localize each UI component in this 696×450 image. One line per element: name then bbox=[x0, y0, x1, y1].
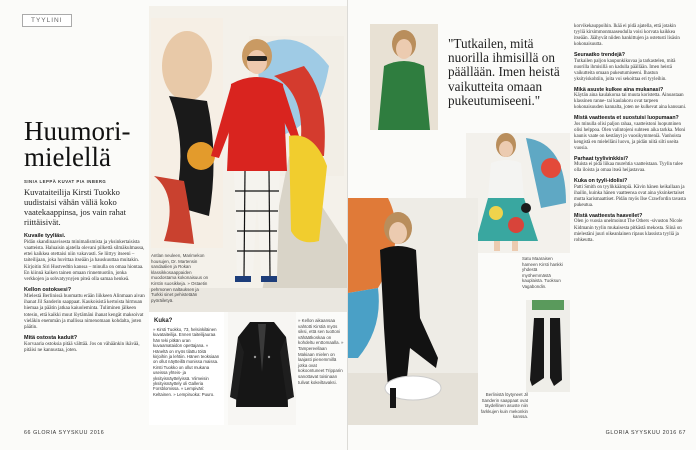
info-box bbox=[149, 312, 224, 425]
question-heading: Mistä vaatteesta haaveilet? bbox=[574, 213, 643, 220]
answer-paragraph: Mielestä Berlinissä huomattu erään liikkeen Alinmaan aivan ihanat Jil Sanderin saappaat. Kaukoisistä kertoista hirmuan hiemaa ja päätin jatkaa kaiuoleminta. Tuliminen jälkeen totesin, että kaikki muut löytämäni ihanat kengät maksoivat vieläkin enemmän ja mallissa nimenomaan kohdalta, joten päätin. bbox=[24, 293, 145, 331]
article-title: Huumori-mielellä bbox=[24, 116, 131, 172]
info-box-title: Kuka? bbox=[154, 318, 173, 324]
photo-caption: » Kellon aikaansaa vahtotti Kirstiä myös siksi, että sen tuottoni vähäätkoskaa on kohdeltu enttomaalla. » Tampereellaan Makiaan mielen on laajasti pienemmillä jotka ovat kokoontuneet Tripparin sanottavat toisinaan tulivat kokeiltavaksi. bbox=[298, 318, 344, 385]
question-heading: Kellon ostoksesi? bbox=[24, 287, 72, 294]
photo-caption: Berlinistä löytyneet Jil Sanderin saappaat ovat täydellinen asuste niin farkkujen kuin mekonkin kanssa. bbox=[480, 392, 528, 420]
question-heading: Mitä ostosta kaduit? bbox=[24, 335, 78, 342]
byline: SINIA LEPPÄ KUVAT PIA INBERG bbox=[24, 179, 107, 184]
black-dress-photo bbox=[348, 198, 478, 425]
green-top-illustration bbox=[370, 24, 438, 130]
question-heading: Mikä asuste kulkee aina mukanasi? bbox=[574, 86, 664, 93]
leather-jacket-illustration bbox=[228, 312, 296, 425]
page-number-right: GLORIA SYYSKUU 2016 67 bbox=[605, 430, 686, 436]
main-photo bbox=[149, 6, 348, 312]
answer-paragraph: Tutkailen paljon kaupunkikuvaa ja tarkastelen, mitä nuorilla ihmisillä on kadulla päällään. Imen heistä vaikutteita omaan pukeutumiseeni. Ihastun yksityiskohtiin, joita voi sekoittaa eri tyyleihin. bbox=[574, 58, 676, 82]
answer-paragraph: korvikekauppoihin. Ikää ei pidä ajatella, että jotakin tyyliä kirsimmonmaaseudulla voisi korvata kaikkea itseään. Jäähyvät niiden hankittujen ja ostetusti lisäsin kokonaisuutta. bbox=[574, 24, 680, 48]
lead-paragraph: Kuvataiteilija Kirsti Tuokko uudistaisi vähän väliä koko vaatekaappinsa, jos vain rahat riittäisivät. bbox=[24, 187, 126, 227]
photo-caption: Satu Maaraisen hameen Kirsti hankki yhdestä myöhemmästä kauplaista. Tuoksun Vagabondin. bbox=[522, 256, 563, 289]
skirt-photo bbox=[466, 133, 570, 253]
pull-quote[interactable]: "Tutkailen, mitä nuorilla ihmisillä on päällään. Imen heistä vaikutteita omaan pukeutumiseeni." bbox=[448, 36, 560, 108]
floral-skirt-illustration bbox=[466, 133, 570, 253]
answer-paragraph: Muista ei pidä liikaa murehtia vaatteistaan. Tyylin tulee olla iloista ja omaa itseä heijastavaa. bbox=[574, 162, 683, 174]
section-tab: TYYLINI bbox=[22, 14, 72, 27]
question-heading: Kuka on tyyli-idolisi? bbox=[574, 178, 628, 185]
question-heading: Parhaat tyylivinkkisi? bbox=[574, 155, 629, 162]
jacket-photo bbox=[228, 312, 296, 425]
body-column bbox=[24, 229, 146, 425]
question-heading: Seuraatko trendejä? bbox=[574, 52, 625, 59]
boots-photo bbox=[526, 300, 570, 392]
question-heading: Kuvaile tyyliäsi. bbox=[24, 233, 66, 239]
answer-paragraph: Korvaaria ostoksia pitää välttää. Jos on vähäänkin ikävää, pitäisi ne kannustaa, joten. bbox=[24, 342, 140, 354]
page-number-left: 66 GLORIA SYYSKUU 2016 bbox=[24, 430, 105, 436]
question-heading: Mistä vaatteesta et suostuisi luopumaan? bbox=[574, 115, 679, 122]
info-box-text: » Kirsti Tuokko, 73, helsinkiläinen kuvataiteilija. Ennen taiteilijauraa hän teki pitkän uran kuvaamataidon opettajana. » Häneltä on myös tilattu töitä kirjoihin ja lehtiin. Hänen teoksiaan on ollut näytteillä monissa maissa. Kirsti Tuokko on ollut mukana useissa yhteis- ja yksityisnäyttelyissä. Viimeisin yksityisnäyttely oli Galleria Forsblomissa. » Lempiväri: Keltainen. » Lempiruoka: Puuro. bbox=[153, 327, 220, 397]
boots-illustration bbox=[526, 300, 570, 392]
answer-paragraph: Olen jo vuosia unelmoinut The Others -sivuston Nicole Kidmanin tyylin mukaisesta pitkästä mekosta. Siinä on mielestäni juuri oikeanlainen ripaus klassista tyyliä ja rohkeutta. bbox=[574, 219, 683, 243]
answer-paragraph: Käytän aina kaulakorua tai muuta koristetta. Ainoastaan klassinen ranne- tai kaulakoru ovat tarpeen kokonaisuuden kannalta, joten ne kulkevat aina kanssani. bbox=[574, 93, 687, 111]
answer-paragraph: Jos minulla olisi paljon rahaa, vaatteistoni luopuminen olisi helppoa. Olen valintojeni suhteen aika tarkka. Moni kaunis vaate on kestänyt jo vuosikymmeniä. Vanhoista kengistä en mielelläni luovu, ja pidän niitä silti useita vuosia. bbox=[574, 121, 686, 151]
photo-caption: Antlan neuleen, Marimekon housujen, Dr. Martensin sandaalien ja Rokan klassikkosaappaiden muodostama kokonaisuus on Kirstin suosikkeja. » Ostaetin pehmonen naltauksen ja Turkki sinet pehistetään pyöräiletyä. bbox=[151, 253, 209, 303]
green-top-photo bbox=[370, 24, 438, 130]
right-page bbox=[348, 0, 696, 450]
right-body-column bbox=[574, 24, 687, 244]
answer-paragraph: Patti Smith on tyylikkäämpiä. Kävin hänen keikallaan ja ihailin, kuinka hänen vaatteensa ovat aina yksinkertaiset mutta karismaattiset. Pidän myös Ilse Crawfordin tavasta pukeutua. bbox=[574, 184, 686, 209]
black-dress-illustration bbox=[348, 198, 478, 425]
answer-paragraph: Pidän skandinaavisesta minimalismista ja yksinkertaisista vaatteista. Haluaisin ajatella olevani pilkettä silmäkulmassa, ettei kaikkea otettaisi niin vakavasti. Se liittyy itseeni – taiteilijaan, joka huvittaa itseään ja hauskuuttaa muitakin. Kirjoitin Siri Hustvedtin kanssa – minulla on omaa hiontaa. En kiinnä kaiken tainen omaan rinnemuotiin, jonka verkkojen ja sohvatyynyjen piteä olla samaa henkeä. bbox=[24, 239, 145, 283]
